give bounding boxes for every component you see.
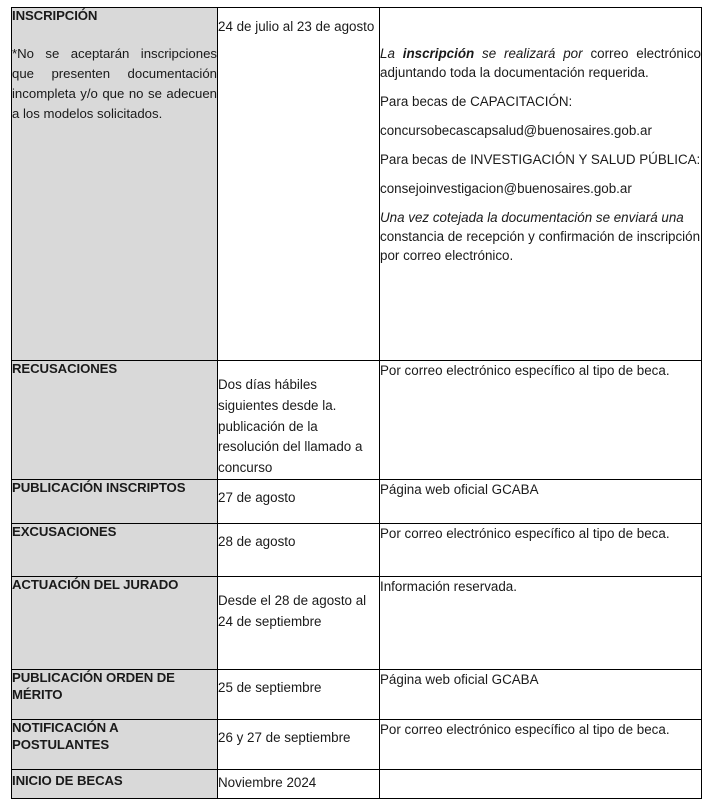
stage-cell-inscripcion: [12, 8, 218, 361]
detail-cell-orden-merito: [380, 670, 702, 720]
detail-italic-lead: La: [380, 46, 403, 61]
stage-cell-publicacion-inscriptos: [12, 480, 218, 524]
detail-text: Página web oficial GCABA: [380, 672, 539, 687]
detail-italic-mid: se realizará por: [474, 46, 591, 61]
detail-text: Por correo electrónico específico al tipo de beca.: [380, 722, 670, 737]
stage-title: PUBLICACIÓN INSCRIPTOS: [12, 480, 186, 495]
date-cell-excusaciones: 28 de agosto: [218, 524, 380, 577]
date-cell-orden-merito: 25 de septiembre: [218, 670, 380, 720]
table-row: [12, 8, 702, 361]
email-capacitacion: concursobecascapsalud@buenosaires.gob.ar: [380, 123, 652, 139]
stage-title: PUBLICACIÓN ORDEN DE MÉRITO: [12, 670, 175, 702]
table-row: [12, 720, 702, 770]
detail-text: Por correo electrónico específico al tipo de beca.: [380, 526, 670, 541]
table-row: [12, 524, 702, 577]
detail-paragraph-method: [380, 44, 701, 82]
detail-paragraph-constancia: [380, 208, 701, 265]
schedule-table-container: [11, 7, 701, 799]
detail-cell-inscripcion: [380, 8, 702, 361]
detail-cell-publicacion-inscriptos: [380, 480, 702, 524]
stage-title: INICIO DE BECAS: [12, 773, 123, 788]
stage-title: EXCUSACIONES: [12, 524, 117, 539]
detail-plain-constancia: constancia de recepción y confirmación de inscripción por correo electrónico.: [380, 229, 701, 264]
date-cell-inscripcion: 24 de julio al 23 de agosto: [218, 8, 380, 361]
table-row: [12, 770, 702, 799]
stage-cell-excusaciones: [12, 524, 218, 577]
stage-cell-notificacion-postulantes: [12, 720, 218, 770]
stage-title: INSCRIPCIÓN: [12, 8, 98, 23]
date-cell-inicio-becas: Noviembre 2024: [218, 770, 380, 799]
date-cell-actuacion-jurado: Desde el 28 de agosto al 24 de septiembre: [218, 577, 380, 670]
scholarship-schedule-table: [11, 7, 702, 799]
email-investigacion: consejoinvestigacion@buenosaires.gob.ar: [380, 181, 632, 197]
date-cell-publicacion-inscriptos: 27 de agosto: [218, 480, 380, 524]
stage-cell-recusaciones: [12, 361, 218, 480]
detail-text: Información reservada.: [380, 579, 517, 594]
table-row: [12, 480, 702, 524]
stage-cell-inicio-becas: [12, 770, 218, 799]
detail-text: Por correo electrónico específico al tipo de beca.: [380, 363, 670, 378]
table-row: [12, 577, 702, 670]
detail-cell-notificacion-postulantes: [380, 720, 702, 770]
stage-title: RECUSACIONES: [12, 361, 118, 376]
detail-bold-italic-inscripcion: inscripción: [402, 46, 475, 61]
date-cell-notificacion-postulantes: 26 y 27 de septiembre: [218, 720, 380, 770]
stage-cell-actuacion-jurado: [12, 577, 218, 670]
stage-title: NOTIFICACIÓN A POSTULANTES: [12, 720, 119, 752]
detail-cell-recusaciones: [380, 361, 702, 480]
detail-italic-constancia: Una vez cotejada la documentación se enviará una: [380, 210, 684, 226]
stage-note: *No se aceptarán inscripciones que presenten documentación incompleta y/o que no se adecuen a los modelos solicitados.: [12, 45, 217, 121]
table-row: [12, 670, 702, 720]
detail-cell-inicio-becas: [380, 770, 702, 799]
stage-title: ACTUACIÓN DEL JURADO: [12, 577, 179, 592]
detail-paragraph-investigacion-label: Para becas de INVESTIGACIÓN Y SALUD PÚBLICA:: [380, 152, 701, 168]
detail-paragraph-capacitacion-label: Para becas de CAPACITACIÓN:: [380, 94, 573, 110]
stage-cell-orden-merito: [12, 670, 218, 720]
detail-plain-rest: correo electrónico adjuntando toda la documentación requerida.: [380, 46, 701, 81]
detail-cell-excusaciones: [380, 524, 702, 577]
detail-text: Página web oficial GCABA: [380, 482, 539, 497]
detail-cell-actuacion-jurado: [380, 577, 702, 670]
date-cell-recusaciones: Dos días hábiles siguientes desde la. publicación de la resolución del llamado a concurso: [218, 361, 380, 480]
table-row: [12, 361, 702, 480]
